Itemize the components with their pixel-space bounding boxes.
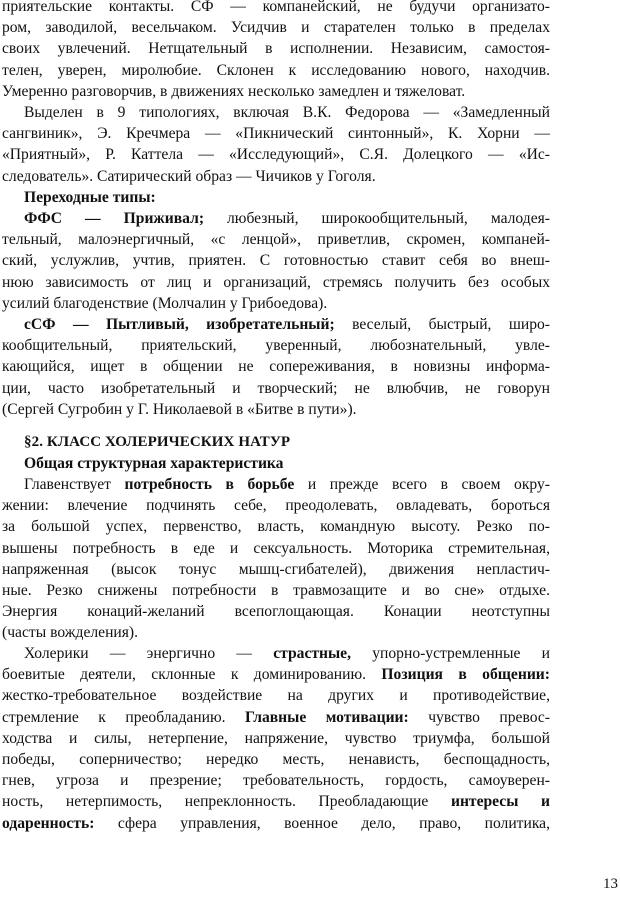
paragraph-choleric-motivation [2,643,550,834]
text-line: Холерики — энергично — страстные, упорно-устремленные и [24,645,550,662]
text-line: кающийся, ищет в общении не сопереживания, в новизны информа- [2,358,550,376]
text-line: сСФ — Пытливый, изобретательный; веселый, быстрый, широ- [24,316,550,333]
text-line: победы, соперничество; нередко месть, ненависть, беспощадность, [2,750,550,768]
text-line: ции, часто изобретательный и творческий; не влюбчив, не говорун [2,379,550,397]
text-line: усилий благоденствие (Молчалин у Грибоедова). [2,294,328,312]
paragraph-typologies [2,102,550,187]
text-line: одаренность: сфера управления, военное дело, право, политика, [2,814,550,832]
text-line: своих увлечений. Нетщательный в исполнении. Независим, самостоя- [2,40,550,58]
section-subtitle: Общая структурная характеристика [24,455,284,473]
text-line: Главенствует потребность в борьбе и прежде всего в своем окру- [24,476,551,493]
text-line: (часты вожделения). [2,624,139,642]
text-line: тельный, малоэнергичный, «с ленцой», приветлив, скромен, компаней- [2,231,550,249]
transitional-types-heading: Переходные типы: [24,189,156,206]
text-line: ность, нетерпимость, непреклонность. Преобладающие интересы и [2,793,550,811]
text-line: телен, уверен, миролюбие. Склонен к исследованию нового, находчив. [2,61,550,79]
text-line: «Приятный», Р. Каттела — «Исследующий», С.Я. Долецкого — «Ис- [2,146,550,164]
text-line: ский, услужлив, учтив, приятен. С готовностью ставит себя во внеш- [2,252,550,270]
type-name: ФФС — Приживал; [24,210,205,227]
text-line: гнев, угроза и презрение; требовательность, гордость, самоуверен- [2,772,550,790]
paragraph-transitional-types [2,187,550,208]
text-line: ФФС — Приживал; любезный, широкообщительный, малодея- [24,210,550,227]
paragraph-ssf-type [2,314,550,420]
text-line: нюю зависимость от лиц и организаций, стремясь получить без особых [2,273,550,291]
text-line: (Сергей Сугробин у Г. Николаевой в «Битве в пути»). [2,400,357,418]
text-line: Энергия конаций-желаний всепоглощающая. Конации неотступны [2,603,550,621]
text-line: Выделен в 9 типологиях, включая В.К. Федорова — «Замедленный [24,104,550,121]
paragraph-choleric-characteristic [2,474,550,644]
text-line: приятельские контакты. СФ — компанейский, не будучи организато- [2,0,550,15]
text-line: Умеренно разговорчив, в движениях несколько замедлен и тяжеловат. [2,82,466,100]
text-line: ром, заводилой, весельчаком. Усидчив и старателен только в пределах [2,19,550,37]
text-line: боевитые деятели, склонные к доминированию. Позиция в общении: [2,666,550,684]
section-heading [2,432,550,474]
text-line: сангвиник», Э. Кречмера — «Пикнический синтонный», К. Хорни — [2,125,550,143]
paragraph-sanguine-description [2,0,550,102]
text-line: за большой успех, первенство, власть, командную высоту. Резко по- [2,518,550,536]
text-line: жении: влечение подчинять себе, преодолевать, овладевать, бороться [2,497,550,515]
page-number: 13 [603,876,618,892]
text-line: кообщительный, приятельский, уверенный, любознательный, увле- [2,337,550,355]
text-line: ные. Резко снижены потребности в травмозащите и во сне» отдыхе. [2,581,550,599]
type-name: сСФ — Пытливый, изобретательный; [24,316,335,333]
text-line: ходства и силы, нетерпение, напряжение, чувство триумфа, большой [2,729,550,747]
text-line: жестко-требовательное воздействие на других и противодействие, [2,687,550,705]
text-line: напряженная (высок тонус мышц-сгибателей), движения непластич- [2,560,550,578]
section-title: §2. КЛАСС ХОЛЕРИЧЕСКИХ НАТУР [24,434,291,450]
text-line: стремление к преобладанию. Главные мотивации: чувство превос- [2,708,550,726]
paragraph-ffs-type [2,208,550,314]
text-line: вышены потребность в еде и сексуальность. Моторика стремительная, [2,539,550,557]
text-line: следователь». Сатирический образ — Чичиков у Гоголя. [2,167,376,185]
